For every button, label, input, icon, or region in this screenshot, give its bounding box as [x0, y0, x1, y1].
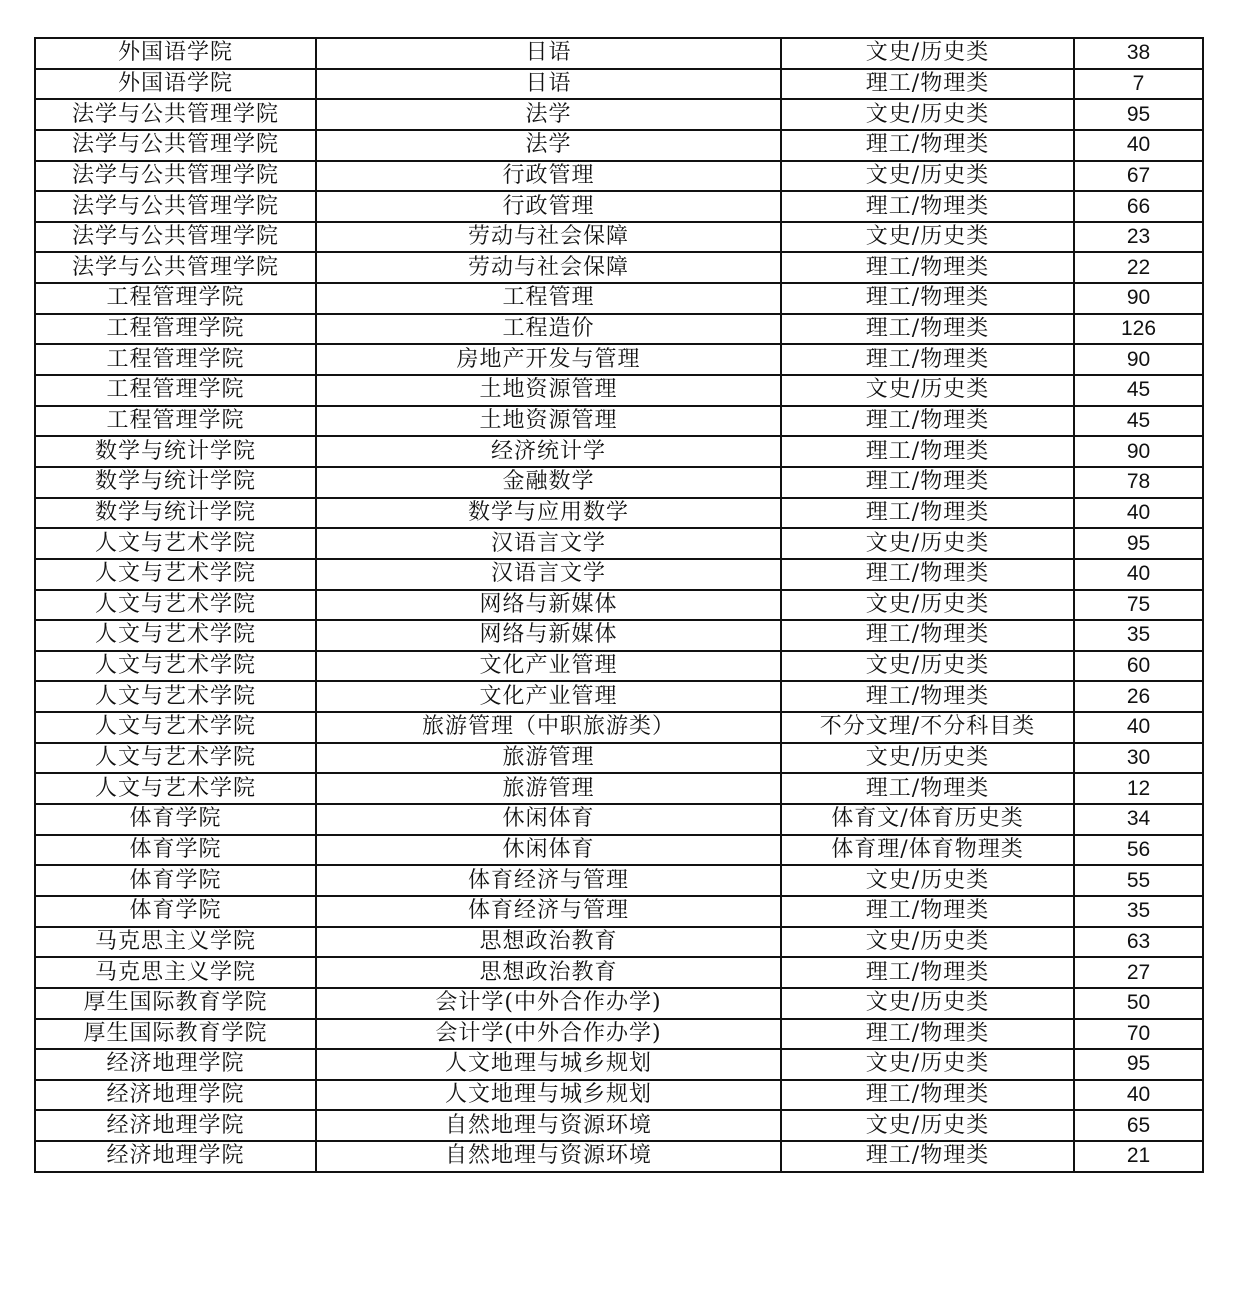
major-cell: 自然地理与资源环境	[316, 1110, 781, 1141]
category-cell: 文史/历史类	[781, 988, 1074, 1019]
school-cell: 工程管理学院	[35, 314, 316, 345]
table-row	[35, 69, 1203, 100]
table-row	[35, 314, 1203, 345]
major-cell: 思想政治教育	[316, 927, 781, 958]
major-cell: 行政管理	[316, 161, 781, 192]
school-cell: 法学与公共管理学院	[35, 222, 316, 253]
category-cell: 理工/物理类	[781, 252, 1074, 283]
major-cell: 文化产业管理	[316, 681, 781, 712]
school-cell: 经济地理学院	[35, 1110, 316, 1141]
table-row	[35, 406, 1203, 437]
major-cell: 网络与新媒体	[316, 620, 781, 651]
count-cell: 60	[1074, 651, 1203, 682]
table-row	[35, 835, 1203, 866]
category-cell: 理工/物理类	[781, 191, 1074, 222]
school-cell: 法学与公共管理学院	[35, 191, 316, 222]
count-cell: 40	[1074, 130, 1203, 161]
major-cell: 金融数学	[316, 467, 781, 498]
school-cell: 人文与艺术学院	[35, 559, 316, 590]
count-cell: 26	[1074, 681, 1203, 712]
school-cell: 工程管理学院	[35, 283, 316, 314]
school-cell: 经济地理学院	[35, 1141, 316, 1172]
school-cell: 法学与公共管理学院	[35, 252, 316, 283]
count-cell: 63	[1074, 927, 1203, 958]
major-cell: 网络与新媒体	[316, 590, 781, 621]
table-row	[35, 498, 1203, 529]
category-cell: 文史/历史类	[781, 222, 1074, 253]
category-cell: 理工/物理类	[781, 130, 1074, 161]
category-cell: 体育文/体育历史类	[781, 804, 1074, 835]
category-cell: 文史/历史类	[781, 375, 1074, 406]
category-cell: 文史/历史类	[781, 865, 1074, 896]
table-row	[35, 1141, 1203, 1172]
count-cell: 90	[1074, 344, 1203, 375]
count-cell: 34	[1074, 804, 1203, 835]
major-cell: 工程造价	[316, 314, 781, 345]
major-cell: 法学	[316, 130, 781, 161]
count-cell: 7	[1074, 69, 1203, 100]
count-cell: 40	[1074, 1080, 1203, 1111]
category-cell: 文史/历史类	[781, 743, 1074, 774]
count-cell: 78	[1074, 467, 1203, 498]
school-cell: 厚生国际教育学院	[35, 1019, 316, 1050]
count-cell: 70	[1074, 1019, 1203, 1050]
table-row	[35, 865, 1203, 896]
major-cell: 日语	[316, 38, 781, 69]
school-cell: 体育学院	[35, 865, 316, 896]
count-cell: 21	[1074, 1141, 1203, 1172]
table-row	[35, 467, 1203, 498]
count-cell: 95	[1074, 99, 1203, 130]
count-cell: 67	[1074, 161, 1203, 192]
school-cell: 工程管理学院	[35, 375, 316, 406]
category-cell: 理工/物理类	[781, 406, 1074, 437]
count-cell: 30	[1074, 743, 1203, 774]
school-cell: 人文与艺术学院	[35, 528, 316, 559]
school-cell: 人文与艺术学院	[35, 681, 316, 712]
major-cell: 劳动与社会保障	[316, 222, 781, 253]
table-row	[35, 130, 1203, 161]
school-cell: 法学与公共管理学院	[35, 99, 316, 130]
school-cell: 体育学院	[35, 804, 316, 835]
table-row	[35, 620, 1203, 651]
table-row	[35, 1110, 1203, 1141]
count-cell: 95	[1074, 1049, 1203, 1080]
count-cell: 90	[1074, 436, 1203, 467]
major-cell: 思想政治教育	[316, 957, 781, 988]
major-cell: 旅游管理（中职旅游类）	[316, 712, 781, 743]
table-row	[35, 99, 1203, 130]
table-row	[35, 927, 1203, 958]
table-row	[35, 773, 1203, 804]
major-cell: 经济统计学	[316, 436, 781, 467]
major-cell: 会计学(中外合作办学)	[316, 1019, 781, 1050]
category-cell: 文史/历史类	[781, 528, 1074, 559]
count-cell: 65	[1074, 1110, 1203, 1141]
school-cell: 数学与统计学院	[35, 436, 316, 467]
category-cell: 理工/物理类	[781, 681, 1074, 712]
major-cell: 体育经济与管理	[316, 865, 781, 896]
category-cell: 文史/历史类	[781, 1110, 1074, 1141]
major-cell: 旅游管理	[316, 743, 781, 774]
category-cell: 体育理/体育物理类	[781, 835, 1074, 866]
table-row	[35, 436, 1203, 467]
count-cell: 23	[1074, 222, 1203, 253]
table-row	[35, 222, 1203, 253]
category-cell: 理工/物理类	[781, 283, 1074, 314]
major-cell: 数学与应用数学	[316, 498, 781, 529]
school-cell: 人文与艺术学院	[35, 620, 316, 651]
major-cell: 法学	[316, 99, 781, 130]
table-row	[35, 1019, 1203, 1050]
count-cell: 126	[1074, 314, 1203, 345]
school-cell: 法学与公共管理学院	[35, 161, 316, 192]
major-cell: 汉语言文学	[316, 559, 781, 590]
category-cell: 理工/物理类	[781, 344, 1074, 375]
count-cell: 38	[1074, 38, 1203, 69]
count-cell: 75	[1074, 590, 1203, 621]
count-cell: 45	[1074, 375, 1203, 406]
count-cell: 27	[1074, 957, 1203, 988]
table-row	[35, 743, 1203, 774]
category-cell: 理工/物理类	[781, 773, 1074, 804]
major-cell: 汉语言文学	[316, 528, 781, 559]
school-cell: 体育学院	[35, 835, 316, 866]
count-cell: 35	[1074, 896, 1203, 927]
table-row	[35, 344, 1203, 375]
category-cell: 文史/历史类	[781, 927, 1074, 958]
major-cell: 自然地理与资源环境	[316, 1141, 781, 1172]
count-cell: 55	[1074, 865, 1203, 896]
table-row	[35, 191, 1203, 222]
major-cell: 行政管理	[316, 191, 781, 222]
major-cell: 旅游管理	[316, 773, 781, 804]
count-cell: 35	[1074, 620, 1203, 651]
school-cell: 经济地理学院	[35, 1080, 316, 1111]
category-cell: 文史/历史类	[781, 651, 1074, 682]
count-cell: 66	[1074, 191, 1203, 222]
table-row	[35, 38, 1203, 69]
category-cell: 理工/物理类	[781, 436, 1074, 467]
table-body	[35, 38, 1203, 1172]
category-cell: 理工/物理类	[781, 69, 1074, 100]
table-row	[35, 252, 1203, 283]
table-row	[35, 559, 1203, 590]
count-cell: 56	[1074, 835, 1203, 866]
school-cell: 法学与公共管理学院	[35, 130, 316, 161]
major-cell: 日语	[316, 69, 781, 100]
category-cell: 理工/物理类	[781, 620, 1074, 651]
table-row	[35, 681, 1203, 712]
school-cell: 工程管理学院	[35, 406, 316, 437]
table-row	[35, 957, 1203, 988]
category-cell: 理工/物理类	[781, 498, 1074, 529]
category-cell: 不分文理/不分科目类	[781, 712, 1074, 743]
major-cell: 土地资源管理	[316, 375, 781, 406]
table-row	[35, 804, 1203, 835]
major-cell: 劳动与社会保障	[316, 252, 781, 283]
school-cell: 人文与艺术学院	[35, 590, 316, 621]
count-cell: 95	[1074, 528, 1203, 559]
count-cell: 22	[1074, 252, 1203, 283]
major-cell: 休闲体育	[316, 804, 781, 835]
table-row	[35, 651, 1203, 682]
school-cell: 人文与艺术学院	[35, 712, 316, 743]
school-cell: 数学与统计学院	[35, 467, 316, 498]
table-row	[35, 283, 1203, 314]
count-cell: 12	[1074, 773, 1203, 804]
category-cell: 文史/历史类	[781, 590, 1074, 621]
category-cell: 理工/物理类	[781, 896, 1074, 927]
category-cell: 文史/历史类	[781, 99, 1074, 130]
major-cell: 会计学(中外合作办学)	[316, 988, 781, 1019]
enrollment-plan-table	[34, 37, 1204, 1173]
count-cell: 90	[1074, 283, 1203, 314]
category-cell: 理工/物理类	[781, 1080, 1074, 1111]
count-cell: 45	[1074, 406, 1203, 437]
school-cell: 经济地理学院	[35, 1049, 316, 1080]
school-cell: 马克思主义学院	[35, 927, 316, 958]
school-cell: 数学与统计学院	[35, 498, 316, 529]
major-cell: 土地资源管理	[316, 406, 781, 437]
major-cell: 工程管理	[316, 283, 781, 314]
category-cell: 理工/物理类	[781, 1141, 1074, 1172]
major-cell: 房地产开发与管理	[316, 344, 781, 375]
school-cell: 人文与艺术学院	[35, 743, 316, 774]
category-cell: 理工/物理类	[781, 957, 1074, 988]
category-cell: 文史/历史类	[781, 161, 1074, 192]
major-cell: 体育经济与管理	[316, 896, 781, 927]
school-cell: 人文与艺术学院	[35, 773, 316, 804]
major-cell: 休闲体育	[316, 835, 781, 866]
school-cell: 马克思主义学院	[35, 957, 316, 988]
table-row	[35, 988, 1203, 1019]
count-cell: 40	[1074, 712, 1203, 743]
category-cell: 文史/历史类	[781, 38, 1074, 69]
category-cell: 理工/物理类	[781, 314, 1074, 345]
count-cell: 40	[1074, 498, 1203, 529]
school-cell: 人文与艺术学院	[35, 651, 316, 682]
table-row	[35, 528, 1203, 559]
major-cell: 人文地理与城乡规划	[316, 1080, 781, 1111]
school-cell: 外国语学院	[35, 69, 316, 100]
category-cell: 理工/物理类	[781, 1019, 1074, 1050]
table-row	[35, 1049, 1203, 1080]
table-row	[35, 1080, 1203, 1111]
major-cell: 文化产业管理	[316, 651, 781, 682]
table-row	[35, 712, 1203, 743]
table-row	[35, 590, 1203, 621]
table-row	[35, 161, 1203, 192]
count-cell: 40	[1074, 559, 1203, 590]
category-cell: 理工/物理类	[781, 559, 1074, 590]
school-cell: 厚生国际教育学院	[35, 988, 316, 1019]
school-cell: 体育学院	[35, 896, 316, 927]
school-cell: 工程管理学院	[35, 344, 316, 375]
major-cell: 人文地理与城乡规划	[316, 1049, 781, 1080]
table-row	[35, 375, 1203, 406]
category-cell: 理工/物理类	[781, 467, 1074, 498]
school-cell: 外国语学院	[35, 38, 316, 69]
category-cell: 文史/历史类	[781, 1049, 1074, 1080]
table-row	[35, 896, 1203, 927]
count-cell: 50	[1074, 988, 1203, 1019]
